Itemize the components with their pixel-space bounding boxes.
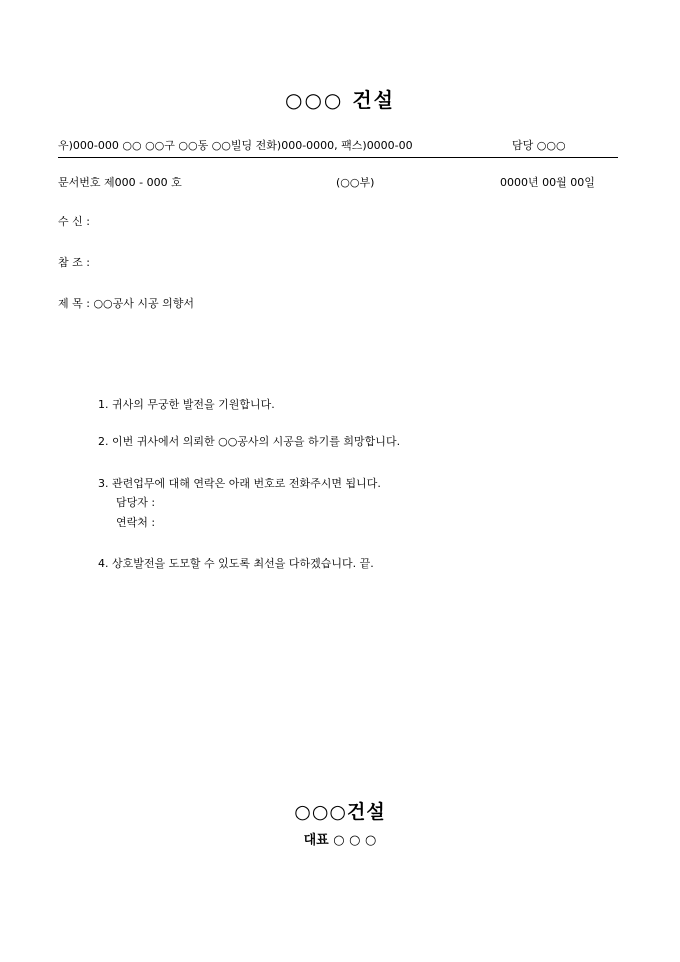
- contact-person: 담당 ○○○: [512, 139, 566, 152]
- department: (○○부): [336, 176, 375, 189]
- reference-label: 참 조 :: [58, 256, 90, 269]
- paragraph-1: 1. 귀사의 무궁한 발전을 기원합니다.: [98, 398, 275, 411]
- footer-representative: 대표 ○ ○ ○: [303, 833, 377, 848]
- paragraph-3: 3. 관련업무에 대해 연락은 아래 번호로 전화주시면 됩니다.: [98, 477, 381, 490]
- document-number: 문서번호 제000 - 000 호: [58, 176, 182, 189]
- document-title: ○○○ 건설: [285, 88, 395, 112]
- document-date: 0000년 00월 00일: [500, 176, 595, 189]
- address-line: 우)000-000 ○○ ○○구 ○○동 ○○빌딩 전화)000-0000, 팩스)0000-00: [58, 139, 413, 152]
- contact-person-field: 담당자 :: [116, 496, 156, 509]
- subject-line: [58, 295, 194, 311]
- subject-value: ○○공사 시공 의향서: [93, 297, 195, 310]
- recipient-label: 수 신 :: [58, 215, 90, 228]
- contact-phone-field: 연락처 :: [116, 516, 156, 529]
- paragraph-4: 4. 상호발전을 도모할 수 있도록 최선을 다하겠습니다. 끝.: [98, 557, 374, 570]
- footer-company-name: ○○○건설: [294, 801, 386, 823]
- header-divider: [58, 157, 618, 158]
- subject-label: 제 목 :: [58, 297, 90, 310]
- paragraph-2: 2. 이번 귀사에서 의뢰한 ○○공사의 시공을 하기를 희망합니다.: [98, 435, 401, 448]
